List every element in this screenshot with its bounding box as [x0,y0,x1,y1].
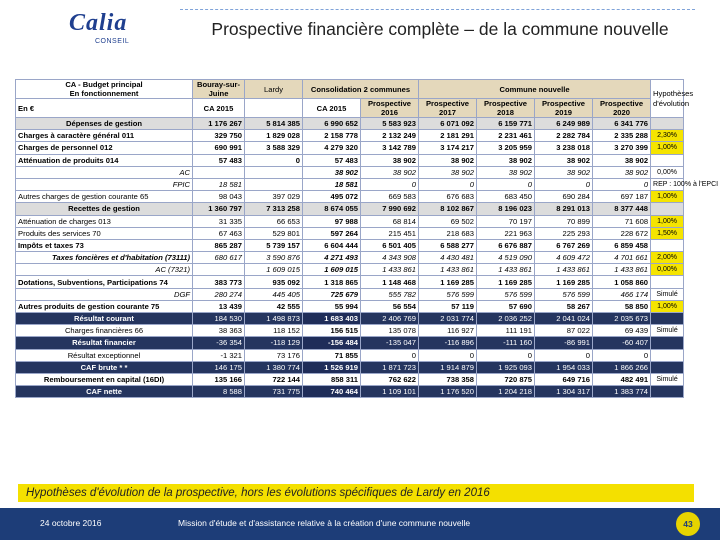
value-cell: 676 683 [419,191,477,203]
corner-line-1: CA - Budget principal [65,80,143,89]
hypotheses-note: Hypothèses d'évolution de la prospective, hors les évolutions spécifiques de Lardy en 2016 [18,484,694,502]
value-cell: 6 341 776 [593,118,651,130]
value-cell: 466 174 [593,288,651,300]
value-cell: 722 144 [245,373,303,385]
value-cell: 1 318 865 [303,276,361,288]
value-cell: 38 902 [419,166,477,178]
value-cell: 5 583 923 [361,118,419,130]
logo-subtitle: CONSEIL [95,38,130,45]
row-label: Autres produits de gestion courante 75 [16,300,193,312]
value-cell: 5 814 385 [245,118,303,130]
value-cell: 731 775 [245,386,303,398]
row-label: DGF [16,288,193,300]
table-row [16,300,684,312]
row-label: Taxes foncières et d'habitation (73111) [16,252,193,264]
row-label: Dotations, Subventions, Participations 74 [16,276,193,288]
table-row [16,191,684,203]
value-cell: 1 829 028 [245,130,303,142]
value-cell: 55 994 [303,300,361,312]
value-cell: 0 [361,178,419,190]
value-cell: 31 335 [193,215,245,227]
value-cell: 7 990 692 [361,203,419,215]
value-cell: 1 433 861 [419,264,477,276]
value-cell: 66 653 [245,215,303,227]
value-cell: 38 902 [419,154,477,166]
row-label: Charges financières 66 [16,325,193,337]
value-cell: 4 271 493 [303,252,361,264]
value-cell: 1 954 033 [535,361,593,373]
hypothesis-cell: 0,00% [651,166,684,178]
value-cell: 8 291 013 [535,203,593,215]
value-cell: 1 380 774 [245,361,303,373]
value-cell: 135 166 [193,373,245,385]
value-cell: 738 358 [419,373,477,385]
value-cell: 1 383 774 [593,386,651,398]
value-cell: 38 902 [361,154,419,166]
table-row [16,337,684,349]
value-cell: 1 866 266 [593,361,651,373]
header-hypotheses: Hypothèses d'évolution [651,80,684,118]
value-cell: 3 270 399 [593,142,651,154]
header-bouray: Bouray-sur-Juine [193,80,245,99]
value-cell: 4 430 481 [419,252,477,264]
value-cell: 1 433 861 [361,264,419,276]
value-cell: 6 071 092 [419,118,477,130]
hypothesis-cell [651,154,684,166]
value-cell: 2 041 024 [535,313,593,325]
value-cell: 71 608 [593,215,651,227]
table-row [16,239,684,251]
hypothesis-cell [651,313,684,325]
value-cell: 71 855 [303,349,361,361]
hypothesis-cell: 1,00% [651,142,684,154]
table-row [16,178,684,190]
table-row [16,313,684,325]
row-label: Autres charges de gestion courante 65 [16,191,193,203]
value-cell: 42 555 [245,300,303,312]
value-cell: 67 463 [193,227,245,239]
value-cell: 3 590 876 [245,252,303,264]
hypothesis-cell: 1,00% [651,191,684,203]
value-cell: 5 739 157 [245,239,303,251]
table-row [16,252,684,264]
table-row [16,215,684,227]
hypothesis-cell [651,276,684,288]
value-cell: -118 129 [245,337,303,349]
value-cell: 0 [477,349,535,361]
hypothesis-cell: REP : 100% à l'EPCI [651,178,684,190]
row-label: Dépenses de gestion [16,118,193,130]
value-cell: 669 583 [361,191,419,203]
logo-wordmark: Calia [69,10,128,36]
row-label: Résultat courant [16,313,193,325]
row-label: Résultat exceptionnel [16,349,193,361]
hypothesis-cell [651,361,684,373]
value-cell: 57 483 [193,154,245,166]
hypothesis-cell: Simulé [651,373,684,385]
value-cell: 3 238 018 [535,142,593,154]
value-cell: 218 683 [419,227,477,239]
subheader-2018: Prospective 2018 [477,99,535,118]
header-consolidation: Consolidation 2 communes [303,80,419,99]
value-cell: 1 609 015 [303,264,361,276]
row-label: CAF nette [16,386,193,398]
value-cell: 8 102 867 [419,203,477,215]
value-cell: 1 914 879 [419,361,477,373]
table-row [16,361,684,373]
value-cell: 4 343 908 [361,252,419,264]
value-cell: 4 519 090 [477,252,535,264]
value-cell: 495 072 [303,191,361,203]
value-cell: -36 354 [193,337,245,349]
value-cell: 58 267 [535,300,593,312]
value-cell: 680 617 [193,252,245,264]
value-cell: 1 360 797 [193,203,245,215]
value-cell: -111 160 [477,337,535,349]
hypothesis-cell [651,203,684,215]
calia-logo [55,8,175,48]
value-cell: 725 679 [303,288,361,300]
value-cell: 0 [535,178,593,190]
value-cell: -86 991 [535,337,593,349]
value-cell: 529 801 [245,227,303,239]
value-cell: 156 515 [303,325,361,337]
row-label: Atténuation de produits 014 [16,154,193,166]
value-cell: 690 991 [193,142,245,154]
prospective-table [15,79,719,398]
value-cell: 865 287 [193,239,245,251]
value-cell: 6 159 771 [477,118,535,130]
table-row [16,130,684,142]
value-cell: 38 902 [535,154,593,166]
table-row [16,325,684,337]
value-cell: 111 191 [477,325,535,337]
value-cell: 38 902 [477,166,535,178]
value-cell: 4 609 472 [535,252,593,264]
hypothesis-cell: 1,00% [651,300,684,312]
hypothesis-cell [651,239,684,251]
subheader-2016: Prospective 2016 [361,99,419,118]
subheader-2017: Prospective 2017 [419,99,477,118]
value-cell: 445 405 [245,288,303,300]
header-divider [180,9,695,10]
value-cell [245,178,303,190]
value-cell: 2 035 673 [593,313,651,325]
subheader-2019: Prospective 2019 [535,99,593,118]
value-cell: 1 176 267 [193,118,245,130]
value-cell: 38 902 [535,166,593,178]
value-cell: 6 676 887 [477,239,535,251]
value-cell: 1 058 860 [593,276,651,288]
hypothesis-cell: 1,50% [651,227,684,239]
value-cell: 38 363 [193,325,245,337]
value-cell: 146 175 [193,361,245,373]
value-cell: 6 767 269 [535,239,593,251]
page-number-badge: 43 [676,512,700,536]
value-cell: 215 451 [361,227,419,239]
value-cell: 1 169 285 [477,276,535,288]
value-cell: 0 [361,349,419,361]
value-cell: 762 622 [361,373,419,385]
value-cell: 87 022 [535,325,593,337]
value-cell: 1 176 520 [419,386,477,398]
value-cell: 38 902 [477,154,535,166]
value-cell: 0 [419,178,477,190]
value-cell: 8 588 [193,386,245,398]
value-cell: 858 311 [303,373,361,385]
value-cell: 3 588 329 [245,142,303,154]
value-cell: 1 204 218 [477,386,535,398]
header-corner [16,80,193,99]
value-cell: 3 205 959 [477,142,535,154]
hypothesis-cell: 2,30% [651,130,684,142]
value-cell: 2 181 291 [419,130,477,142]
hypothesis-cell: Simulé [651,288,684,300]
value-cell: 38 902 [361,166,419,178]
table-row [16,373,684,385]
value-cell: -156 484 [303,337,361,349]
value-cell: -116 896 [419,337,477,349]
value-cell: 690 284 [535,191,593,203]
row-label: Charges de personnel 012 [16,142,193,154]
footer-bar [0,508,720,540]
value-cell: 118 152 [245,325,303,337]
value-cell: 3 142 789 [361,142,419,154]
value-cell: -135 047 [361,337,419,349]
value-cell [193,166,245,178]
value-cell: 397 029 [245,191,303,203]
value-cell: 3 174 217 [419,142,477,154]
row-label: Résultat financier [16,337,193,349]
value-cell: 1 498 873 [245,313,303,325]
value-cell: 184 530 [193,313,245,325]
value-cell: 6 588 277 [419,239,477,251]
value-cell: 38 902 [593,166,651,178]
value-cell: 0 [593,349,651,361]
value-cell: 97 988 [303,215,361,227]
value-cell: 720 875 [477,373,535,385]
table-row [16,118,684,130]
value-cell: 58 850 [593,300,651,312]
table-row [16,264,684,276]
value-cell: -60 407 [593,337,651,349]
value-cell: 2 282 784 [535,130,593,142]
table-row [16,288,684,300]
footer-mission-text: Mission d'étude et d'assistance relative à la création d'une commune nouvelle [178,518,471,528]
value-cell: 8 377 448 [593,203,651,215]
value-cell: 116 927 [419,325,477,337]
value-cell: 4 279 320 [303,142,361,154]
value-cell: 69 439 [593,325,651,337]
value-cell: 740 464 [303,386,361,398]
hypothesis-cell: 2,00% [651,252,684,264]
value-cell: 57 119 [419,300,477,312]
value-cell: 1 871 723 [361,361,419,373]
value-cell: 7 313 258 [245,203,303,215]
value-cell: 1 148 468 [361,276,419,288]
value-cell: 225 293 [535,227,593,239]
value-cell: 2 132 249 [361,130,419,142]
row-label: Recettes de gestion [16,203,193,215]
value-cell: 221 963 [477,227,535,239]
row-label: AC [16,166,193,178]
value-cell: 228 672 [593,227,651,239]
value-cell: 8 196 023 [477,203,535,215]
row-label: Produits des services 70 [16,227,193,239]
subheader-2020: Prospective 2020 [593,99,651,118]
value-cell: -1 321 [193,349,245,361]
value-cell: 482 491 [593,373,651,385]
value-cell: 6 990 652 [303,118,361,130]
value-cell: 935 092 [245,276,303,288]
value-cell: 683 450 [477,191,535,203]
corner-line-2: En fonctionnement [69,89,139,98]
slide-title: Prospective financière complète – de la commune nouvelle [211,19,669,39]
value-cell: 1 169 285 [535,276,593,288]
table-row [16,386,684,398]
value-cell: 697 187 [593,191,651,203]
subheader-ca-2015-communes: CA 2015 [193,99,245,118]
table-row [16,166,684,178]
value-cell: 2 036 252 [477,313,535,325]
value-cell [245,166,303,178]
value-cell: 2 031 774 [419,313,477,325]
table-row [16,142,684,154]
hypothesis-cell: Simulé [651,325,684,337]
value-cell: 18 581 [193,178,245,190]
hypothesis-cell [651,337,684,349]
value-cell: 6 859 458 [593,239,651,251]
table-row [16,154,684,166]
row-label: FPIC [16,178,193,190]
header-en-euro: En € [16,99,193,118]
value-cell: 1 609 015 [245,264,303,276]
value-cell: 649 716 [535,373,593,385]
value-cell [193,264,245,276]
header-commune-nouvelle: Commune nouvelle [419,80,651,99]
value-cell: 576 599 [477,288,535,300]
value-cell: 6 501 405 [361,239,419,251]
table-row [16,227,684,239]
value-cell: 8 674 055 [303,203,361,215]
row-label: CAF brute * * [16,361,193,373]
value-cell: 0 [593,178,651,190]
value-cell: 576 599 [535,288,593,300]
value-cell: 1 169 285 [419,276,477,288]
row-label: Atténuation de charges 013 [16,215,193,227]
value-cell: 70 197 [477,215,535,227]
hypothesis-cell [651,118,684,130]
value-cell: 57 690 [477,300,535,312]
value-cell: 1 433 861 [535,264,593,276]
value-cell: 597 264 [303,227,361,239]
table-row [16,276,684,288]
value-cell: 56 554 [361,300,419,312]
value-cell: 6 249 989 [535,118,593,130]
value-cell: 0 [419,349,477,361]
value-cell: 1 925 093 [477,361,535,373]
value-cell: 2 335 288 [593,130,651,142]
value-cell: 383 773 [193,276,245,288]
value-cell: 0 [477,178,535,190]
value-cell: 38 902 [303,166,361,178]
value-cell: 2 231 461 [477,130,535,142]
header-lardy: Lardy [245,80,303,99]
value-cell: 280 274 [193,288,245,300]
value-cell: 2 158 778 [303,130,361,142]
value-cell: 1 433 861 [593,264,651,276]
value-cell: 1 433 861 [477,264,535,276]
hypothesis-cell [651,349,684,361]
hypothesis-cell [651,386,684,398]
value-cell: 13 439 [193,300,245,312]
value-cell: 0 [535,349,593,361]
value-cell: 329 750 [193,130,245,142]
value-cell: 6 604 444 [303,239,361,251]
row-label: Remboursement en capital (16DI) [16,373,193,385]
table-row [16,349,684,361]
value-cell: 1 526 919 [303,361,361,373]
value-cell: 1 683 403 [303,313,361,325]
footer-date: 24 octobre 2016 [40,518,102,528]
row-label: AC (7321) [16,264,193,276]
value-cell: 555 782 [361,288,419,300]
table-row [16,203,684,215]
subheader-ca-2015: CA 2015 [303,99,361,118]
value-cell: 0 [245,154,303,166]
value-cell: 70 899 [535,215,593,227]
value-cell: 2 406 769 [361,313,419,325]
hypothesis-cell: 0,00% [651,264,684,276]
value-cell: 57 483 [303,154,361,166]
value-cell: 1 304 317 [535,386,593,398]
value-cell: 38 902 [593,154,651,166]
row-label: Charges à caractère général 011 [16,130,193,142]
value-cell: 18 581 [303,178,361,190]
subheader-blank [245,99,303,118]
value-cell: 98 043 [193,191,245,203]
value-cell: 69 502 [419,215,477,227]
value-cell: 135 078 [361,325,419,337]
row-label: Impôts et taxes 73 [16,239,193,251]
value-cell: 4 701 661 [593,252,651,264]
hypothesis-cell: 1,00% [651,215,684,227]
value-cell: 68 814 [361,215,419,227]
value-cell: 576 599 [419,288,477,300]
value-cell: 73 176 [245,349,303,361]
value-cell: 1 109 101 [361,386,419,398]
